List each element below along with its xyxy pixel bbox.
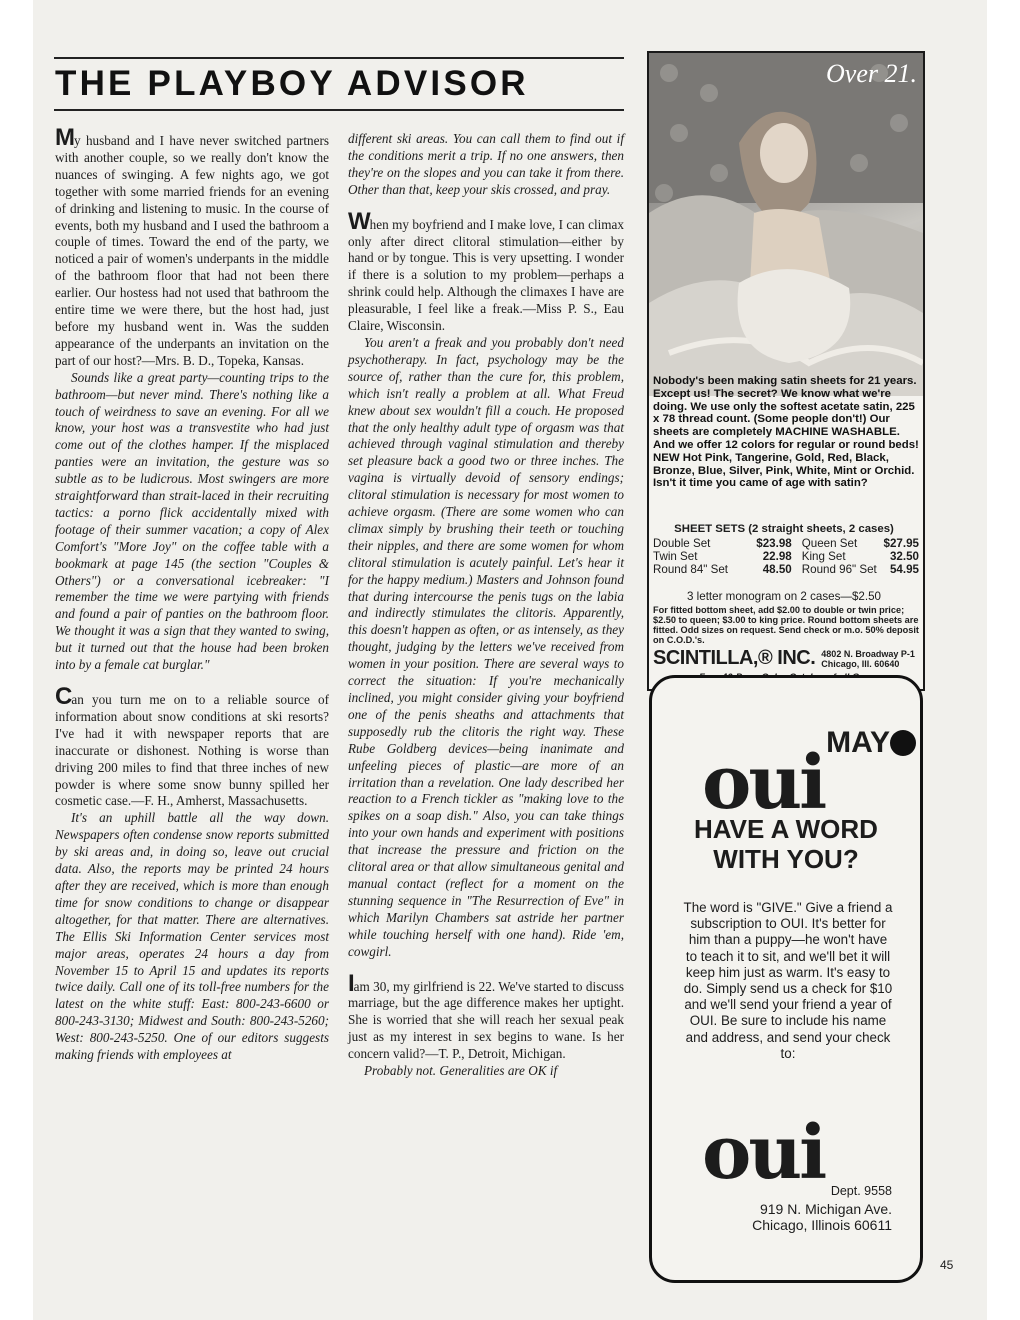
drop-cap: I: [348, 969, 354, 997]
ad-copy: Nobody's been making satin sheets for 21 years. Except us! The secret? We know what we're doing. We use only the softest acetate satin, 225 x 78 thread count. (Some people don't!) Our sheets are completely MACHINE WASHABLE. And we offer 12 colors for regular or round beds! NEW Hot Pink, Tangerine, Gold, Red, Black, Bronze, Blue, Silver, Pink, White, Mint or Orchid. Isn't it time you came of age with satin?: [653, 375, 919, 490]
page-number: 45: [940, 1258, 954, 1272]
ad-photo: [649, 53, 923, 396]
drop-cap: M: [55, 124, 74, 151]
brand-row: [653, 647, 919, 670]
product-price: 32.50: [889, 550, 919, 563]
letter-question: [55, 683, 329, 810]
product-price: 54.95: [889, 563, 919, 576]
satin-sheets-ad: [647, 51, 925, 691]
oui-subscription-ad: [649, 675, 923, 1283]
dot-icon: [890, 730, 916, 756]
brand-address: [821, 649, 915, 669]
column-middle: [348, 131, 624, 1080]
brand-name: SCINTILLA,® INC.: [653, 647, 816, 669]
price-table: [653, 537, 919, 576]
product-name: Round 96" Set: [801, 563, 877, 576]
page-title: THE PLAYBOY ADVISOR: [55, 64, 529, 103]
may-label: MAY: [826, 726, 890, 759]
ad-headline: [652, 814, 920, 874]
product-price: 48.50: [762, 563, 792, 576]
question-text: hen my boyfriend and I make love, I can climax only after direct clitoral stimulation—either by hand or by tongue. This is very upsetting. I wonder if there is a solution to my problem—perhaps a shrink could help. Although the climaxes I have are pleasurable, I feel like a freak.—Miss P. S., Eau Claire, Wisconsin.: [348, 216, 624, 334]
letter-question: [348, 207, 624, 335]
address-line: 4802 N. Broadway P-1: [821, 648, 915, 659]
question-text: y husband and I have never switched partners with another couple, so we really don't know the nuances of swinging. A few nights ago, we got together with some married friends for an evening of drinking and listening to music. In the course of events, both my husband and I used the bathroom a couple of times. Toward the end of the party, we noticed a pair of women's underpants in the middle of the bathroom floor that had not been there earlier. Our hostess had not used that bathroom the entire time we were there, but the host had, just before my husband went in. Was the sudden appearance of the underpants an invitation on the part of our host?—Mrs. B. D., Topeka, Kansas.: [55, 133, 329, 368]
title-rule-bottom: [54, 109, 624, 111]
oui-logo: oui: [702, 740, 825, 826]
drop-cap: W: [348, 207, 370, 235]
column-left: [55, 124, 329, 1064]
address-line: Chicago, Ill. 60640: [821, 658, 900, 669]
advisor-answer: Sounds like a great party—counting trips to the bathroom—but never mind. There's nothing like a touch of weirdness to save an evening. For all we know, your host was a transvestite who had just come out of the clothes hamper. If the misplaced panties were an invitation, the gesture was so subtle as to be ludicrous. Most swingers are more straightforward than strait-laced in their recruiting tactics: a porno flick accidentally mixed with footage of their summer vacation; a copy of Alex Comfort's "More Joy" on the coffee table with a bookmark at page 145 (the section "Couples & Others") or a conversational icebreaker: "I remember the time we were partying with friends and found a pair of panties on the bathroom floor. We thought it was a sign that they wanted to swing, but it turned out that the house had been broken into by a female cat burglar.": [55, 369, 329, 673]
title-rule-top: [54, 57, 624, 59]
address-line: Chicago, Illinois 60611: [752, 1217, 892, 1233]
price-row: [653, 550, 919, 563]
product-name: Queen Set: [801, 537, 858, 550]
address-line: 919 N. Michigan Ave.: [759, 1201, 892, 1217]
headline-line: WITH YOU?: [713, 844, 859, 874]
product-name: Double Set: [653, 537, 711, 550]
advisor-answer: It's an uphill battle all the way down. Newspapers often condense snow reports submitted by ski areas and, in doing so, leave out crucial data. Also, the reports may be printed 24 hours after they are received, which is more than enough time for snow conditions to change or disappear altogether, for that matter. There are alternatives. The Ellis Ski Information Center services most major areas, operates 24 hours a day from November 15 to April 15 and updates its reports twice daily. Call one of its toll-free numbers for the latest on the white stuff: East: 800-243-6600 or 800-243-3130; Midwest and South: 800-243-5260; West: 800-243-5250. One of our editors suggests making friends with employees at: [55, 810, 329, 1063]
product-price: $23.98: [756, 537, 792, 550]
drop-cap: C: [55, 683, 72, 710]
advisor-answer: You aren't a freak and you probably don't need psychotherapy. In fact, psychology may be the source of, rather than the cure for, this problem, which isn't really a problem at all. What Freud knew about sex wouldn't fill a couch. He proposed that the only healthy adult type of orgasm was that achieved through vaginal stimulation and thereby set pleasure back a good two or three inches. The vagina is virtually devoid of sensory endings; clitoral stimulation is necessary for most women to achieve orgasm. (There are some women who can climax simply by brushing their teeth or touching their nipples, and there are some women for whom clitoral stimulation is acutely painful. Let's hear it for the happy medium.) Masters and Johnson found that during intercourse the penis tugs on the labia and indirectly stimulates the clitoris. Apparently, this doesn't happen as often, or as intensely, as they thought, judging by the letters we've received from women in your position. There are several ways to correct the situation: If you're mechanically inclined, you might consider giving your boyfriend one of the penis sheaths and attachments that supposedly rub the clitoris the right way. These Rube Goldberg devices—being inanimate and unfeeling pieces of plastic—are more of an irritation than a revelation. One lady described her reaction to a French tickler as "making love to the spikes on a soap dish." Also, you can take things into your own hands and experiment with positions that increase the pressure and friction on the clitoral area or that allow simultaneous genital and manual contact (reflect for a moment on the stunning sequence in "The Resurrection of Eve" in which Marilyn Chambers sat astride her partner while touching herself with one hand). Ride 'em, cowgirl.: [348, 334, 624, 959]
question-text: am 30, my girlfriend is 22. We've started to discuss marriage, but the age difference makes her uptight. She is worried that she will reach her sexual peak just as my interest in sex begins to wane. Is her concern valid?—T. P., Detroit, Michigan.: [348, 978, 624, 1062]
sheet-sets-heading: SHEET SETS (2 straight sheets, 2 cases): [674, 523, 894, 535]
price-row: [653, 563, 919, 576]
mailing-address: [652, 1201, 892, 1233]
dept-code: Dept. 9558: [830, 1184, 892, 1198]
product-name: Round 84" Set: [653, 563, 729, 576]
fine-print: For fitted bottom sheet, add $2.00 to double or twin price; $2.50 to queen; $3.00 to king price. Round bottom sheets are fitted. Odd sizes on request. Send check or m.o. 50% deposit on C.O.D.'s.: [653, 605, 919, 645]
advisor-answer-continued: different ski areas. You can call them to find out if the conditions merit a trip. If no one answers, then they're on the slopes and you can take it from there. Other than that, keep your skis crossed, and pray.: [348, 131, 624, 197]
advisor-answer: Probably not. Generalities are OK if: [364, 1063, 558, 1079]
product-name: King Set: [801, 550, 846, 563]
question-text: an you turn me on to a reliable source of information about snow conditions at ski resorts? I've had it with newspaper reports that are inaccurate or dishonest. Nothing is worse than driving 200 miles to find that three inches of new powder is where some snow bunny spilled her cosmetic case.—F. H., Amherst, Massachusetts.: [55, 692, 329, 809]
monogram-offer: 3 letter monogram on 2 cases—$2.50: [687, 590, 881, 603]
over-21-badge: Over 21.: [826, 59, 917, 88]
headline-line: HAVE A WORD: [694, 814, 878, 844]
oui-logo-bottom: oui: [702, 1110, 825, 1196]
product-price: 22.98: [762, 550, 792, 563]
price-row: [653, 537, 919, 550]
letter-question: [55, 124, 329, 370]
product-name: Twin Set: [653, 550, 698, 563]
letter-question: [348, 969, 624, 1064]
woman-in-satin-illustration: [649, 53, 923, 396]
ad-body: The word is "GIVE." Give a friend a subscription to OUI. It's better for him than a puppy—he won't have to teach it to sit, and we'll bet it will keep him just as warm. It's easy to do. Simply send us a check for $10 and we'll send your friend a year of OUI. Be sure to include his name and address, and send your check to:: [683, 900, 893, 1061]
product-price: $27.95: [883, 537, 919, 550]
